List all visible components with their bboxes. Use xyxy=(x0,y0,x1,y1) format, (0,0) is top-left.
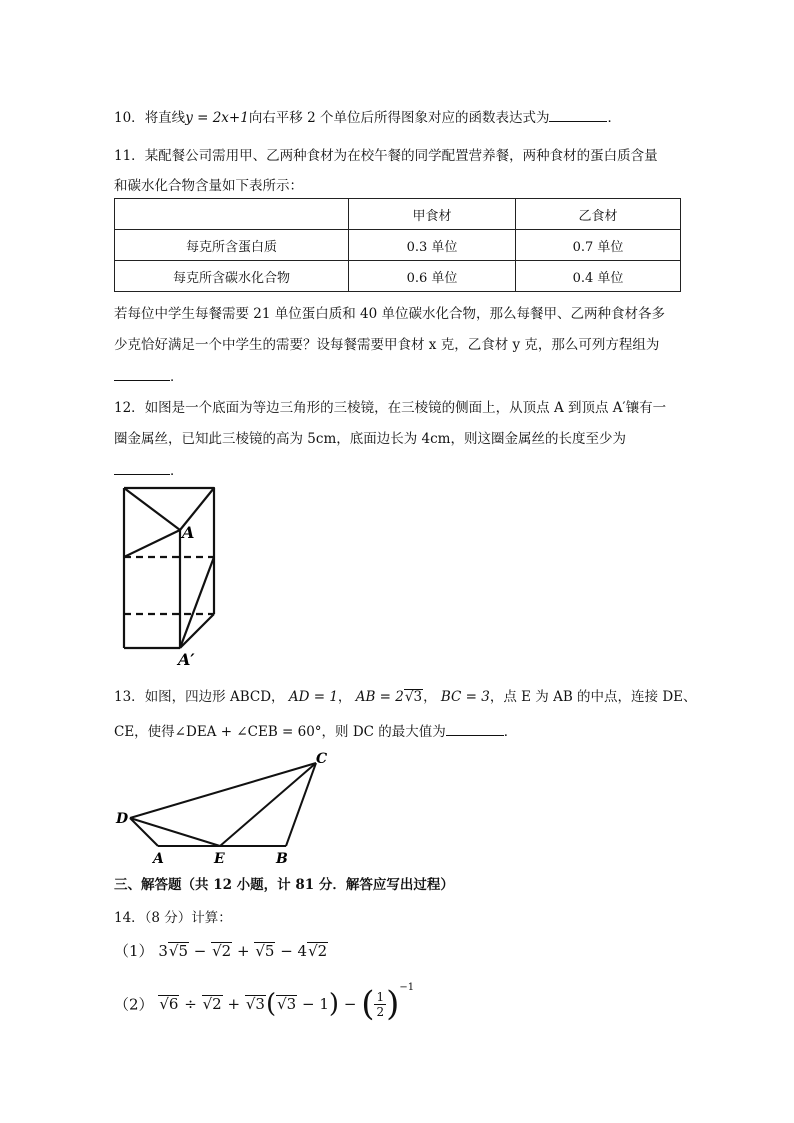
question-13-line2: CE，使得∠DEA + ∠CEB = 60°，则 DC 的最大值为 ． xyxy=(114,724,518,740)
table-cell: 每克所含碳水化合物 xyxy=(115,261,349,292)
vertex-label-a: A xyxy=(182,523,195,542)
table-cell: 0.3 单位 xyxy=(349,230,516,261)
question-14-header: 14．（8 分）计算： xyxy=(114,910,232,926)
vertex-label-b: B xyxy=(276,851,288,867)
question-10: 10．将直线y = 2x+1向右平移 2 个单位后所得图象对应的函数表达式为 ． xyxy=(114,110,621,126)
table-header-cell xyxy=(115,199,349,230)
table-row xyxy=(115,261,681,292)
answer-blank-11 xyxy=(114,368,170,381)
fraction: $\frac{1}{2}$ xyxy=(376,989,385,1019)
table-cell: 每克所含蛋白质 xyxy=(115,230,349,261)
table-row xyxy=(115,230,681,261)
table-header-cell: 甲食材 xyxy=(349,199,516,230)
sqrt-symbol: √3 xyxy=(404,689,423,705)
question-11-line2: 和碳水化合物含量如下表所示： xyxy=(114,178,303,194)
vertex-label-c: C xyxy=(316,751,328,767)
vertex-label-d: D xyxy=(116,811,129,827)
prism-figure xyxy=(110,480,230,670)
table-cell: 0.4 单位 xyxy=(516,261,681,292)
table-header-row xyxy=(115,199,681,230)
question-14-part2: （2） √6 ÷ √2 + √3(√3 − 1) − ( $\frac{1}{2}$ )$^{-1}$ xyxy=(114,982,415,1024)
answer-blank-13 xyxy=(446,723,504,736)
question-11-line3: 若每位中学生每餐需要 21 单位蛋白质和 40 单位碳水化合物，那么每餐甲、乙两种食材各多 xyxy=(114,306,666,322)
section-title: 三、解答题（共 12 小题，计 81 分．解答应写出过程） xyxy=(114,877,454,893)
question-13-line1: 13．如图，四边形 ABCD， AD = 1， AB = 2√3， BC = 3，点 E 为 AB 的中点，连接 DE、 xyxy=(114,689,697,705)
vertex-label-a-prime: A′ xyxy=(178,650,195,669)
quadrilateral-figure xyxy=(110,745,340,867)
answer-blank-10 xyxy=(549,109,607,122)
vertex-label-a: A xyxy=(153,851,164,867)
q10-expression: y = 2x+1 xyxy=(185,110,249,126)
question-14-part1: （1） 3√5 − √2 + √5 − 4√2 xyxy=(114,942,328,960)
question-12-answer: ． xyxy=(114,459,184,479)
table-header-cell: 乙食材 xyxy=(516,199,681,230)
nutrition-table xyxy=(114,198,681,292)
table-cell: 0.7 单位 xyxy=(516,230,681,261)
question-11-line4: 少克恰好满足一个中学生的需要？设每餐需要甲食材 x 克，乙食材 y 克，那么可列方程组为 xyxy=(114,337,660,353)
question-12-line2: 圈金属丝，已知此三棱镜的高为 5cm，底面边长为 4cm，则这圈金属丝的长度至少为 xyxy=(114,431,626,447)
table-cell: 0.6 单位 xyxy=(349,261,516,292)
answer-blank-12 xyxy=(114,462,170,475)
question-11-line1: 11．某配餐公司需用甲、乙两种食材为在校午餐的同学配置营养餐，两种食材的蛋白质含量 xyxy=(114,148,658,164)
question-12-line1: 12．如图是一个底面为等边三角形的三棱镜，在三棱镜的侧面上，从顶点 A 到顶点 A′镶有一 xyxy=(114,400,667,416)
vertex-label-e: E xyxy=(214,851,225,867)
question-11-answer: ． xyxy=(114,365,184,385)
